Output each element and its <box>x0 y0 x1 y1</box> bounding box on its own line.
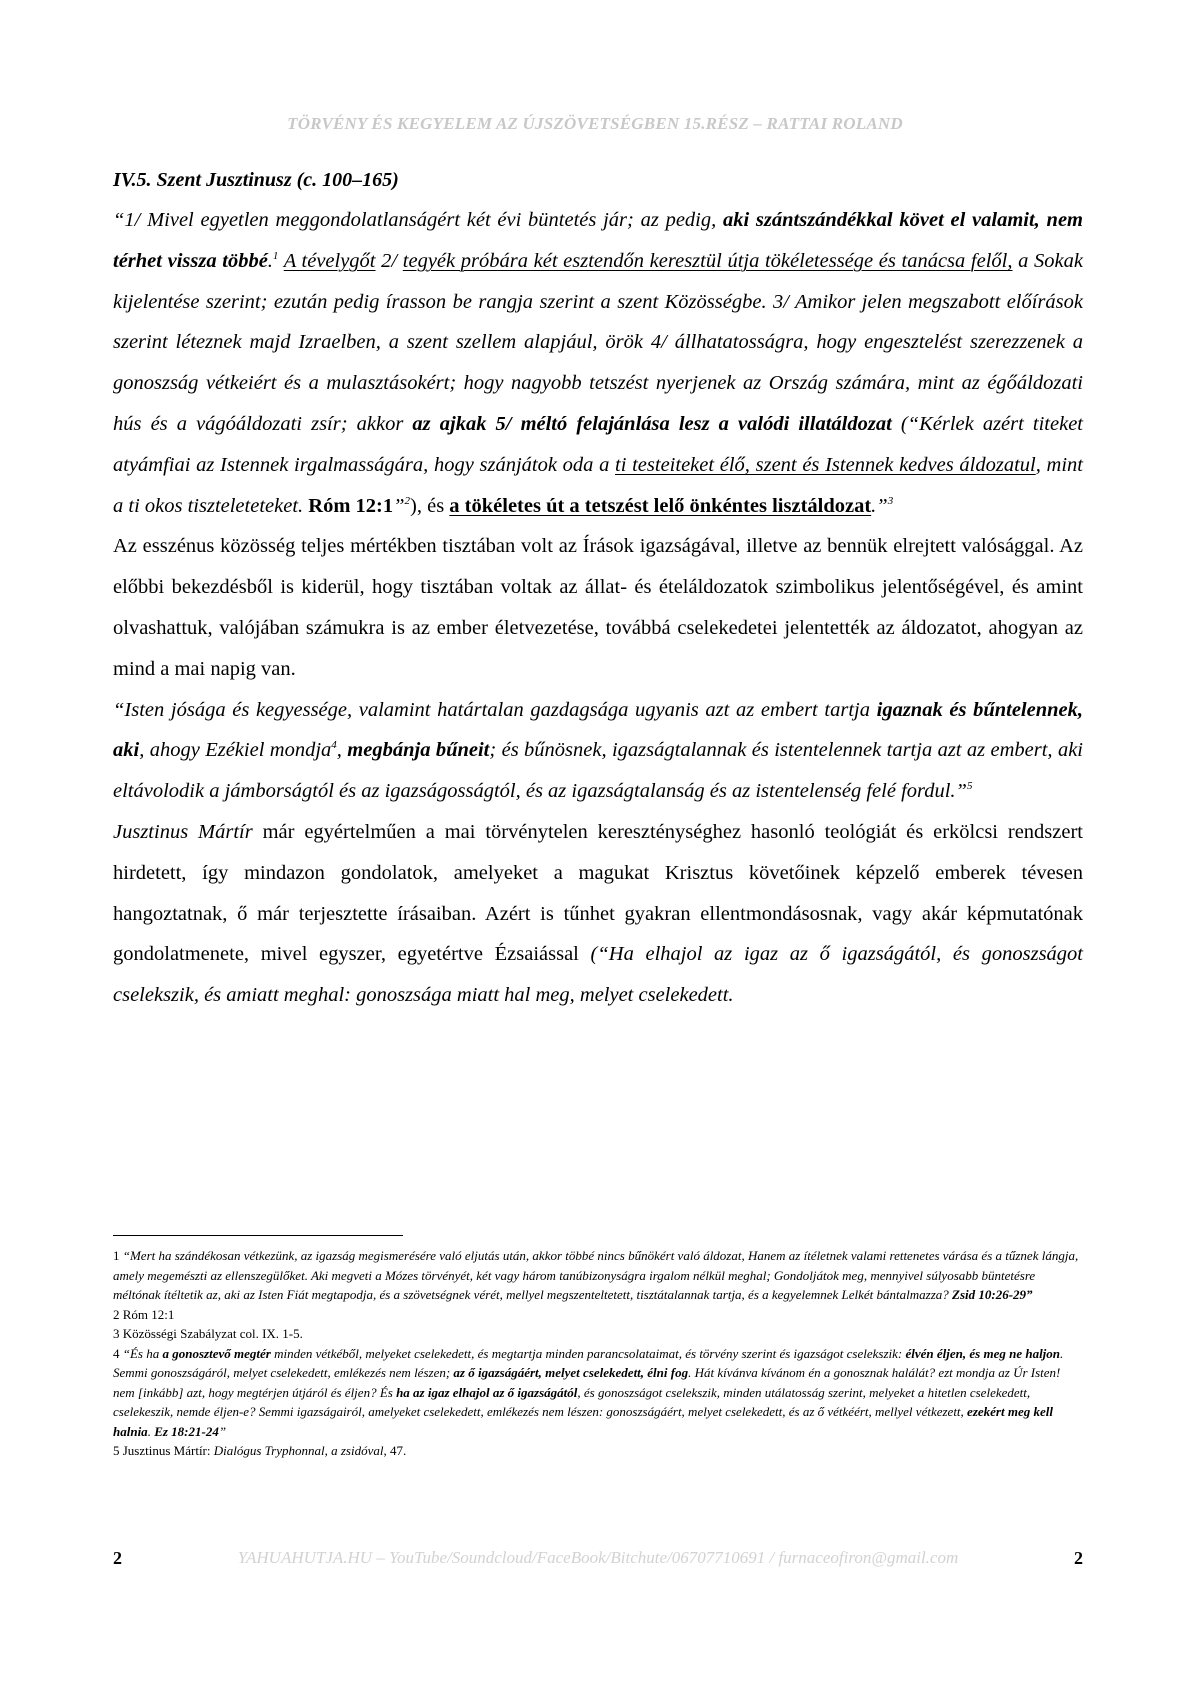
quote-paragraph-1 <box>113 200 1083 526</box>
text: Róm 12:1 <box>122 1306 175 1322</box>
bible-reference: Zsid 10:26-29” <box>952 1287 1033 1302</box>
bold-text: ezekért meg kell halnia <box>113 1404 1053 1439</box>
text: , 47. <box>383 1443 407 1458</box>
bold-text: igaznak és bűntelennek, aki <box>113 698 1083 762</box>
footer-contact-text: YAHUAHUTJA.HU – YouTube/Soundcloud/FaceBook/Bitchute/06707710691 / furnaceofiron@gmail.com <box>237 1548 959 1567</box>
body-paragraph-2: Az esszénus közösség teljes mértékben tisztában volt az Írások igazságával, illetve az bennük elrejtett valósággal. Az előbbi bekezdésből is kiderül, hogy tisztában voltak az állat- és ételáldozatok szimbolikus jelentőségével, és amint olvashattuk, valójában számukra is az ember életvezetése, továbbá cselekedetei jelentették az áldozatot, ahogyan az mind a mai napig van. <box>113 535 1083 680</box>
text: “Isten jósága és kegyessége, valamint határtalan gazdagsága ugyanis azt az embert tartja <box>113 698 877 721</box>
text: már egyértelműen a mai törvénytelen kereszténységhez hasonló teológiát és erkölcsi rendszert hirdetett, így mindazon gondolatok, amelyeket a magukat Krisztus követőinek képzelő emberek tévesen hangoztatnak, ő már terjesztette írásaiban. Azért is tűnhet gyakran ellentmondásosnak, vagy akár képmutatónak gondolatmenete, mivel egyszer, egyetértve Ézsaiással <box>113 820 1083 966</box>
footnote-number: 5 <box>113 1443 120 1458</box>
footnote-5 <box>113 1441 1083 1461</box>
page-number-right: 2 <box>1074 1548 1083 1568</box>
text: “Mert ha szándékosan vétkezünk, az igazság megismerésére való eljutás után, akkor többé nincs bűnökért való áldozat, Hanem az ítéletnek valami rettenetes várása és a tűznek lángja, amely megemészti az ellenszegülőket. Aki megveti a Mózes törvényét, két vagy három tanúbizonyságra irgalom nélkül meghal; Gondoljátok meg, mennyivel súlyosabb büntetésre méltónak ítéltetik az, aki az Isten Fiát megtapodja, és a szövetségnek vérét, mellyel megszenteltetett, tisztátalannak tartja, és a kegyelemnek Lelkét bántalmazza? <box>113 1248 1079 1302</box>
bible-reference: Róm 12:1 <box>308 494 394 517</box>
footnote-3 <box>113 1324 1083 1344</box>
footnote-number: 1 <box>113 1248 120 1263</box>
text: , ahogy Ezékiel mondja <box>139 739 332 762</box>
underlined-text: A tévelygőt <box>283 249 376 272</box>
text: ), és <box>410 494 450 517</box>
bible-reference: Ez 18:21-24 <box>154 1423 219 1439</box>
bold-text: a gonosztevő megtér <box>162 1345 271 1361</box>
quote-text: (“Ha elhajol az igaz az ő igazságától, és gonoszságot cselekszik, és amiatt meghal: gonoszsága miatt hal meg, melyet cselekedett. <box>113 943 1083 1007</box>
text: . Hát kívánva kívánom én a gonosznak halálát? ezt mondja az Úr Isten! nem [inkább] azt, hogy megtérjen útjáról és éljen? És <box>113 1365 1061 1400</box>
footnote-number: 3 <box>113 1326 120 1341</box>
main-content <box>113 160 1083 1016</box>
text: minden vétkéből, melyeket cselekedett, és megtartja minden parancsolataimat, és törvény szerint és igazságot cselekszik: <box>270 1345 906 1361</box>
text: ; és bűnösnek, igazságtalannak és istentelennek tartja azt az embert, aki eltávolodik a jámborságtól és az igazságosságtól, és az igazságtalanság és az istentelenség felé fordul.” <box>113 739 1083 803</box>
text: ” <box>393 494 405 517</box>
bold-text: az ajkak 5/ méltó felajánlása lesz a valódi illatáldozat <box>412 412 892 435</box>
author-name: Jusztinus Mártír <box>113 820 253 843</box>
text: .” <box>871 494 888 517</box>
running-header: TÖRVÉNY ÉS KEGYELEM AZ ÚJSZÖVETSÉGBEN 15.RÉSZ – RATTAI ROLAND <box>287 114 903 133</box>
bold-text: ha az igaz elhajol az ő igazságától <box>396 1384 578 1400</box>
text: ” <box>218 1423 227 1439</box>
footnote-ref-2[interactable]: 2 <box>404 494 411 507</box>
text: . Semmi gonoszságáról, melyet cselekedett, emlékezés nem lészen; <box>113 1345 1064 1380</box>
quote-paragraph-3 <box>113 690 1083 812</box>
footnote-2 <box>113 1305 1083 1325</box>
text: , mint a ti okos tiszteleteteket. <box>113 453 1083 517</box>
bold-text: aki szántszándékkal követ el valamit, nem térhet vissza többé <box>113 209 1083 272</box>
footnote-ref-3[interactable]: 3 <box>887 494 894 507</box>
bold-text: az ő igazságáért, melyet cselekedett, élni fog <box>453 1365 689 1380</box>
text: Közösségi Szabályzat col. IX. 1-5. <box>122 1326 303 1341</box>
text: Jusztinus Mártír: <box>122 1443 214 1458</box>
text: . <box>267 249 273 272</box>
underlined-text: tegyék próbára két esztendőn keresztül útja tökéletessége és tanácsa felől, <box>402 249 1013 272</box>
footnote-1 <box>113 1246 1083 1305</box>
bold-text: élvén éljen, és meg ne haljon <box>905 1345 1061 1361</box>
text: a Sokak kijelentése szerint; ezután pedig írasson be rangja szerint a szent Közösségbe. 3/ Amikor jelen megszabott előírások szerint léteznek majd Izraelben, a szent szellem alapjául, örök 4/ állhatatosságra, hogy engesztelést szerezzenek a gonoszság vétkeiért és a mulasztásokért; hogy nagyobb tetszést nyerjenek az Ország számára, mint az égőáldozati hús és a vágóáldozati zsír; akkor <box>113 249 1084 435</box>
bold-text: megbánja bűneit <box>347 739 490 762</box>
text: (“Kérlek azért titeket atyámfiai az Istennek irgalmasságára, hogy szánjátok oda a <box>113 412 1083 476</box>
text: , és gonoszságot cselekszik, minden utálatosság szerint, melyeket a hitetlen cselekedett, cselekeszik, nemde éljen-e? Semmi igazságairól, amelyeket cselekedett, emlékezés nem lészen: gonoszságáért, melyet cselekedett, és az ő vétkéért, mellyel vétkezett, <box>113 1384 1031 1419</box>
text: , <box>336 739 348 762</box>
footnote-4 <box>113 1344 1083 1442</box>
text: . <box>147 1423 155 1439</box>
footnote-ref-4[interactable]: 4 <box>331 739 337 752</box>
text: 2/ <box>375 249 403 272</box>
page-number-left: 2 <box>113 1548 122 1568</box>
body-paragraph-4 <box>113 812 1083 1016</box>
footnote-number: 2 <box>113 1306 120 1322</box>
section-title: IV.5. Szent Jusztinusz (c. 100–165) <box>113 169 399 191</box>
book-title: Dialógus Tryphonnal, a zsidóval <box>213 1443 384 1458</box>
footnote-ref-5[interactable]: 5 <box>966 780 973 793</box>
page-footer <box>113 1548 1083 1572</box>
text: “És ha <box>122 1345 163 1361</box>
footnote-number: 4 <box>113 1345 120 1361</box>
footnotes <box>113 1246 1083 1461</box>
footnote-separator <box>113 1235 403 1236</box>
underlined-text: ti testeiteket élő, szent és Istennek kedves áldozatul <box>615 453 1036 476</box>
footnote-ref-1[interactable]: 1 <box>272 249 279 262</box>
text: “1/ Mivel egyetlen meggondolatlanságért két évi büntetés jár; az pedig, <box>113 209 723 231</box>
bold-underlined-text: a tökéletes út a tetszést lelő önkéntes lisztáldozat <box>449 494 872 517</box>
